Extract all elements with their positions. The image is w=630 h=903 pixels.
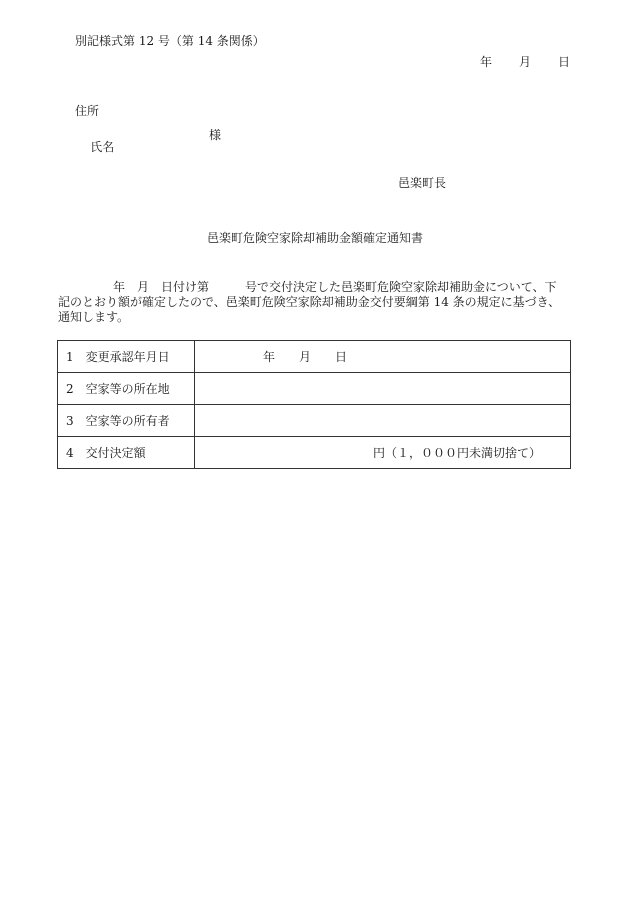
table-row <box>58 373 571 405</box>
row-value-property-location <box>195 373 571 405</box>
row-label-approval-date: 1 変更承認年月日 <box>58 341 195 373</box>
notice-body <box>58 280 570 325</box>
issuer-name: 邑楽町長 <box>398 176 447 190</box>
row-label-property-owner: 3 空家等の所有者 <box>58 405 195 437</box>
row-label-property-location: 2 空家等の所在地 <box>58 373 195 405</box>
table-row <box>58 405 571 437</box>
row-value-property-owner <box>195 405 571 437</box>
recipient-name-label: 氏名 <box>90 140 115 154</box>
details-table <box>57 340 571 469</box>
grant-amount-value: 円（１，０００円未満切捨て） <box>373 445 542 460</box>
row-value-approval-date <box>195 341 571 373</box>
form-reference: 別記様式第 12 号（第 14 条関係） <box>75 34 265 48</box>
recipient-name-row <box>75 128 222 177</box>
body-line: 通知します。 <box>58 310 130 324</box>
body-line: 記のとおり額が確定したので、邑楽町危険空家除却補助金交付要綱第 14 条の規定に基づき、 <box>58 295 561 309</box>
row-value-grant-amount <box>195 437 571 469</box>
date-day-label: 日 <box>557 55 570 69</box>
recipient-honorific: 様 <box>209 128 222 142</box>
row-label-grant-amount: 4 交付決定額 <box>58 437 195 469</box>
date-year-label: 年 <box>480 55 493 69</box>
date-month-label: 月 <box>518 55 531 69</box>
recipient-address-label: 住所 <box>75 104 100 118</box>
body-line: 年 月 日付け第 号で交付決定した邑楽町危険空家除却補助金について、下 <box>113 280 557 294</box>
table-row <box>58 437 571 469</box>
approval-date-value: 年 月 日 <box>263 349 348 364</box>
table-row <box>58 341 571 373</box>
issue-date <box>480 56 570 68</box>
document-title: 邑楽町危険空家除却補助金額確定通知書 <box>206 231 423 245</box>
